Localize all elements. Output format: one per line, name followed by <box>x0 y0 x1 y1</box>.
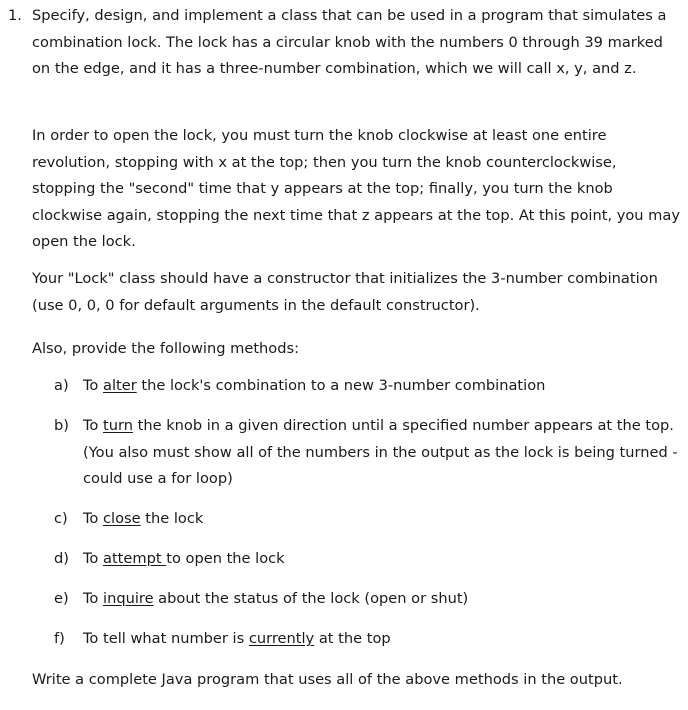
method-keyword: alter <box>103 377 137 394</box>
open-rules-paragraph: In order to open the lock, you must turn the knob clockwise at least one entire revolution, stopping with x at the top; then you turn the knob counterclockwise, stopping the "second" time that y appears at the top; finally, you turn the knob clockwise again, stopping the next time that z appears at the top. At this point, you may open the lock. <box>32 127 680 250</box>
method-label: b) <box>54 417 69 434</box>
method-text: To tell what number is currently at the top <box>83 630 391 647</box>
method-item-turn <box>54 413 684 493</box>
method-text: To inquire about the status of the lock (open or shut) <box>83 590 469 607</box>
method-item-close <box>54 506 684 533</box>
method-keyword: inquire <box>103 590 154 607</box>
question-number: 1. <box>8 7 22 24</box>
method-label: f) <box>54 630 65 647</box>
method-keyword: turn <box>103 417 133 434</box>
constructor-paragraph: Your "Lock" class should have a constructor that initializes the 3-number combination (use 0, 0, 0 for default arguments in the default constructor). <box>32 270 658 314</box>
intro-paragraph: Specify, design, and implement a class that can be used in a program that simulates a combination lock. The lock has a circular knob with the numbers 0 through 39 marked on the edge, and it has a three-number combination, which we will call x, y, and z. <box>32 7 667 77</box>
method-label: d) <box>54 550 69 567</box>
method-label: e) <box>54 590 69 607</box>
method-item-current <box>54 626 684 653</box>
method-text: To close the lock <box>83 510 204 527</box>
method-item-alter <box>54 373 684 400</box>
method-keyword: attempt <box>103 550 167 567</box>
method-label: c) <box>54 510 68 527</box>
method-keyword: currently <box>248 630 315 647</box>
method-item-attempt <box>54 546 684 573</box>
method-label: a) <box>54 377 69 394</box>
method-text: To attempt to open the lock <box>83 550 285 567</box>
closing-paragraph: Write a complete Java program that uses all of the above methods in the output. <box>32 671 623 688</box>
method-keyword: close <box>103 510 141 527</box>
method-text: To alter the lock's combination to a new 3-number combination <box>83 377 546 394</box>
method-item-inquire <box>54 586 684 613</box>
method-text: To turn the knob in a given direction until a specified number appears at the top. (You also must show all of the numbers in the output as the lock is being turned - could use a for loop) <box>83 417 678 487</box>
methods-intro: Also, provide the following methods: <box>32 340 300 357</box>
